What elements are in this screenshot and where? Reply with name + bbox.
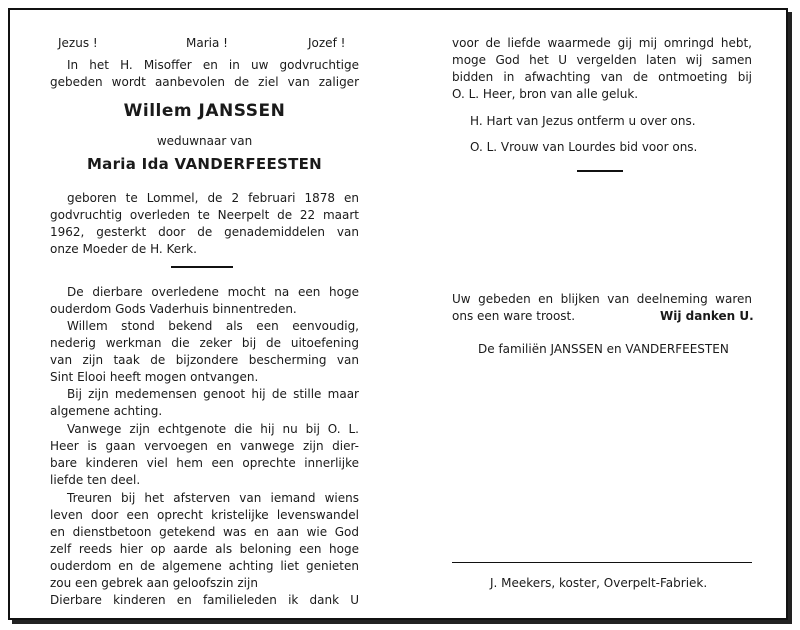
printer-credit: J. Meekers, koster, Overpelt-Fabriek. <box>490 576 708 590</box>
body-line-5: van zijn taak de bijzondere bescherming van <box>50 353 359 367</box>
thanks-line-1: Uw gebeden en blijken van deelneming waren <box>452 292 752 306</box>
body-line-3: Willem stond bekend als een eenvoudig, <box>67 319 359 333</box>
body-line-10: Heer is gaan vervoegen en vanwege zijn dier- <box>50 439 359 453</box>
right-top-line-3: bidden in afwachting van de ontmoeting bij <box>452 70 752 84</box>
birth-line-3: 1962, gesterkt door de genademiddelen van <box>50 225 359 239</box>
body-line-15: en dienstbetoon getekend was en aan wie God <box>50 525 359 539</box>
prayer-lourdes: O. L. Vrouw van Lourdes bid voor ons. <box>470 140 698 154</box>
body-line-14: leven door een oprecht kristelijke levenswandel <box>50 508 359 522</box>
intro-line-1: In het H. Misoffer en in uw godvruchtige <box>67 58 359 72</box>
printer-rule <box>452 562 752 563</box>
thanks-line-2: ons een ware troost. <box>452 309 576 323</box>
divider-rule <box>171 266 233 268</box>
birth-line-2: godvruchtig overleden te Neerpelt de 22 maart <box>50 208 359 222</box>
right-top-line-2: moge God het U vergelden laten wij samen <box>452 53 752 67</box>
header-jozef: Jozef ! <box>308 36 346 50</box>
body-line-16: zelf reeds hier op aarde als beloning een hoge <box>50 542 359 556</box>
thanks-we-thank-you: Wij danken U. <box>660 309 754 323</box>
header-maria: Maria ! <box>186 36 228 50</box>
deceased-name: Willem JANSSEN <box>123 101 286 121</box>
body-line-7: Bij zijn medemensen genoot hij de stille maar <box>67 387 359 401</box>
birth-line-1: geboren te Lommel, de 2 februari 1878 en <box>67 191 359 205</box>
body-line-2: ouderdom Gods Vaderhuis binnentreden. <box>50 302 297 316</box>
body-line-17: ouderdom en de algemene achting liet genieten <box>50 559 359 573</box>
intro-line-2: gebeden wordt aanbevolen de ziel van zaliger <box>50 75 359 89</box>
body-line-13: Treuren bij het afsterven van iemand wiens <box>67 491 359 505</box>
memorial-card <box>8 8 788 620</box>
body-line-1: De dierbare overledene mocht na een hoge <box>67 285 359 299</box>
right-top-line-1: voor de liefde waarmede gij mij omringd hebt, <box>452 36 752 50</box>
families-line: De familiën JANSSEN en VANDERFEESTEN <box>478 342 729 356</box>
spouse-name: Maria Ida VANDERFEESTEN <box>86 155 323 173</box>
body-line-11: bare kinderen viel hem een oprechte innerlijke <box>50 456 359 470</box>
prayer-sacred-heart: H. Hart van Jezus ontferm u over ons. <box>470 114 696 128</box>
body-line-9: Vanwege zijn echtgenote die hij nu bij O. L. <box>67 422 359 436</box>
body-line-6: Sint Elooi heeft mogen ontvangen. <box>50 370 259 384</box>
birth-line-4: onze Moeder de H. Kerk. <box>50 242 197 256</box>
body-line-4: nederig werkman die zeker bij de uitoefening <box>50 336 359 350</box>
header-jezus: Jezus ! <box>58 36 98 50</box>
body-line-19: Dierbare kinderen en familieleden ik dank U <box>50 593 359 607</box>
widower-of: weduwnaar van <box>156 134 253 148</box>
body-line-18: zou een gebrek aan geloofszin zijn <box>50 576 258 590</box>
body-line-12: liefde ten deel. <box>50 473 141 487</box>
divider-rule-right <box>577 170 623 172</box>
body-line-8: algemene achting. <box>50 404 163 418</box>
right-top-line-4: O. L. Heer, bron van alle geluk. <box>452 87 639 101</box>
